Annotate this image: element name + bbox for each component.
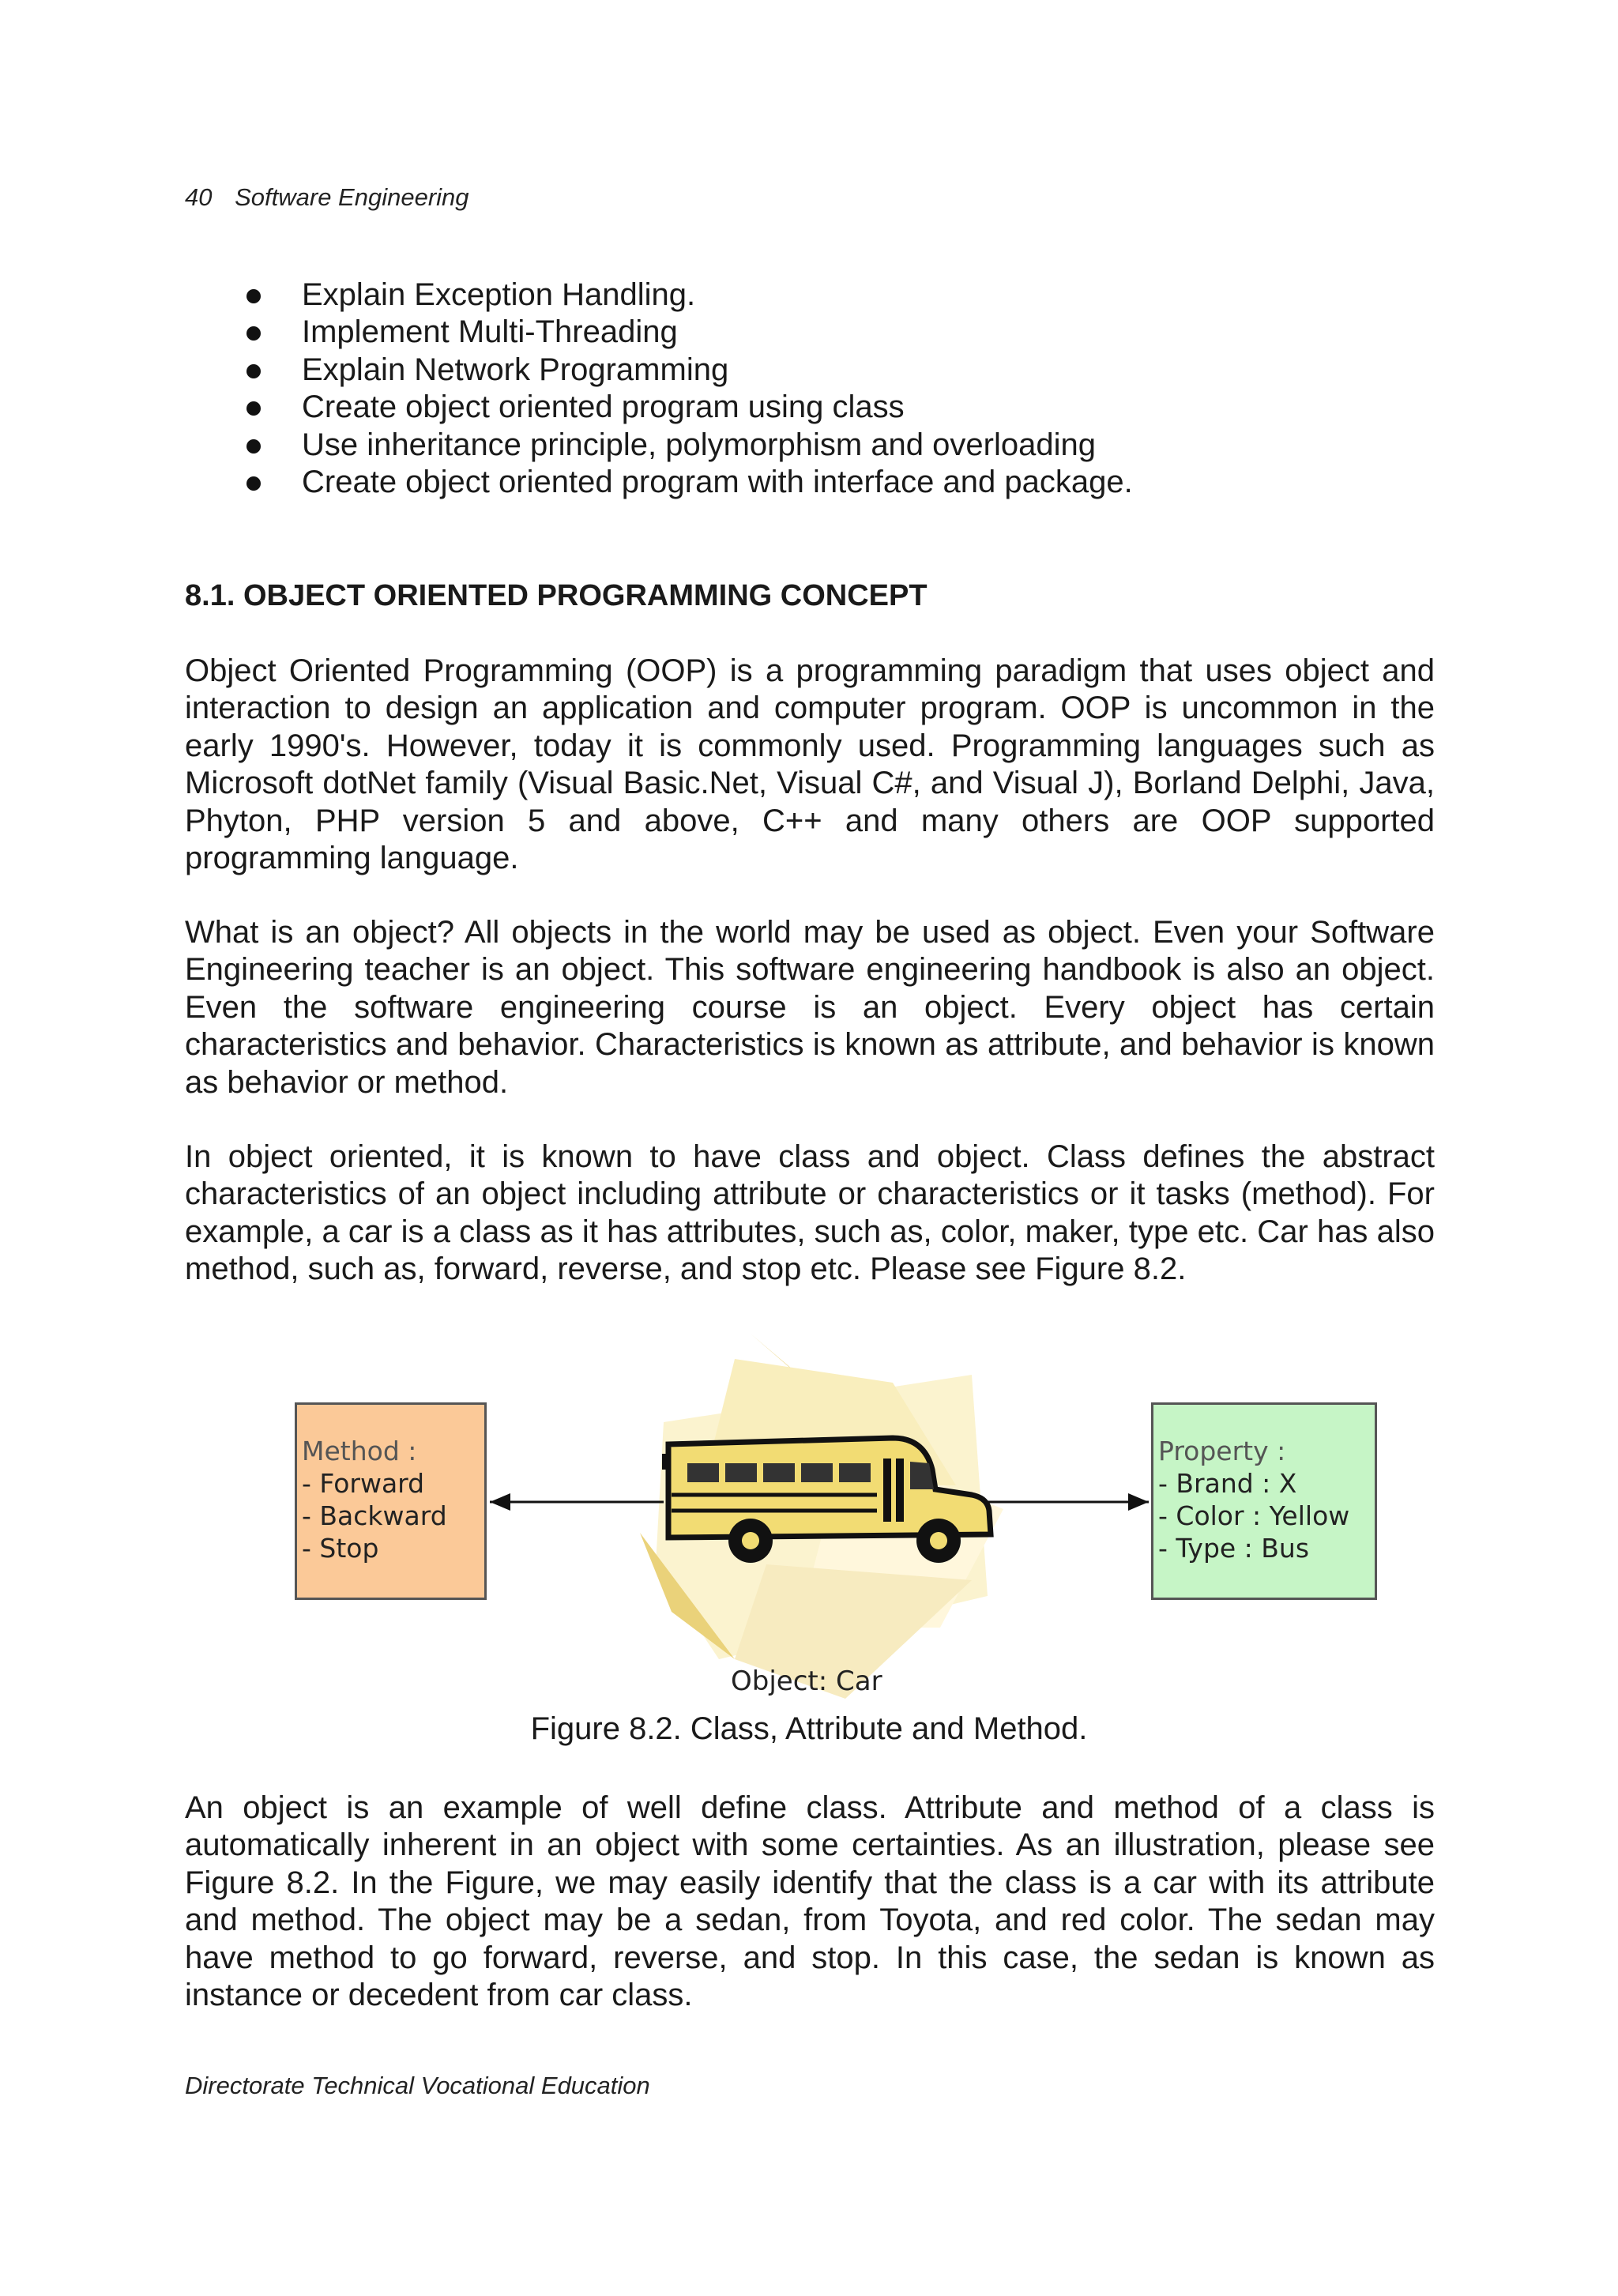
section-heading: 8.1. OBJECT ORIENTED PROGRAMMING CONCEPT bbox=[185, 579, 928, 612]
figure-class-attribute-method bbox=[292, 1327, 1375, 1711]
paragraph-what-is-object: What is an object? All objects in the world may be used as object. Even your Software Engineering teacher is an object. This software engineering handbook is also an object. Even the software engineering course is an object. Every object has certain characteristics and behavior. Characteristics is known as attribute, and behavior is known as behavior or method. bbox=[185, 915, 1435, 1100]
property-item: - Color : Yellow bbox=[1158, 1500, 1350, 1531]
list-item bbox=[185, 277, 1449, 314]
list-item-text: Explain Exception Handling. bbox=[302, 277, 696, 312]
method-item: - Forward bbox=[302, 1468, 425, 1499]
objectives-list bbox=[185, 277, 1449, 501]
bullet-icon bbox=[246, 439, 261, 454]
property-box bbox=[1151, 1402, 1377, 1600]
arrow-to-method-icon bbox=[490, 1493, 664, 1511]
paragraph-oop-definition: Object Oriented Programming (OOP) is a programming paradigm that uses object and interaction to design an application and computer program. OOP is uncommon in the early 1990's. However, today it is commonly used. Programming languages such as Microsoft dotNet family (Visual Basic.Net, Visual C#, and Visual J), Borland Delphi, Java, Phyton, PHP version 5 and above, C++ and many others are OOP supported programming language. bbox=[185, 653, 1435, 876]
list-item-text: Explain Network Programming bbox=[302, 352, 729, 387]
figure-caption: Figure 8.2. Class, Attribute and Method. bbox=[530, 1711, 1088, 1746]
list-item-text: Use inheritance principle, polymorphism and overloading bbox=[302, 427, 1096, 462]
list-item-text: Create object oriented program with interface and package. bbox=[302, 465, 1133, 500]
property-item: - Type : Bus bbox=[1158, 1533, 1310, 1564]
list-item bbox=[185, 427, 1449, 464]
list-item-text: Create object oriented program using class bbox=[302, 390, 905, 425]
bullet-icon bbox=[246, 326, 261, 341]
page-number: 40 bbox=[185, 183, 213, 211]
page-footer: Directorate Technical Vocational Education bbox=[185, 2072, 650, 2099]
property-title: Property : bbox=[1158, 1436, 1286, 1466]
list-item bbox=[185, 314, 1449, 351]
running-title: Software Engineering bbox=[235, 183, 469, 211]
method-item: - Stop bbox=[302, 1533, 379, 1564]
bullet-icon bbox=[246, 401, 261, 416]
method-box bbox=[295, 1402, 487, 1600]
bullet-icon bbox=[246, 289, 261, 303]
list-item bbox=[185, 464, 1449, 501]
object-label: Object: Car bbox=[731, 1666, 882, 1697]
paragraph-object-instance: An object is an example of well define class. Attribute and method of a class is automatically inherent in an object with some certainties. As an illustration, please see Figure 8.2. In the Figure, we may easily identify that the class is a car with its attribute and method. The object may be a sedan, from Toyota, and red color. The sedan may have method to go forward, reverse, and stop. In this case, the sedan is known as instance or decedent from car class. bbox=[185, 1790, 1435, 2013]
list-item bbox=[185, 352, 1449, 389]
bullet-icon bbox=[246, 476, 261, 491]
list-item-text: Implement Multi-Threading bbox=[302, 314, 678, 350]
list-item bbox=[185, 389, 1449, 426]
property-item: - Brand : X bbox=[1158, 1468, 1297, 1499]
running-header bbox=[185, 183, 469, 212]
bullet-icon bbox=[246, 364, 261, 378]
paragraph-class-and-object: In object oriented, it is known to have class and object. Class defines the abstract characteristics of an object including attribute or characteristics or it tasks (method). For example, a car is a class as it has attributes, such as, color, maker, type etc. Car has also method, such as, forward, reverse, and stop etc. Please see Figure 8.2. bbox=[185, 1139, 1435, 1287]
method-title: Method : bbox=[302, 1436, 417, 1466]
method-item: - Backward bbox=[302, 1500, 447, 1531]
